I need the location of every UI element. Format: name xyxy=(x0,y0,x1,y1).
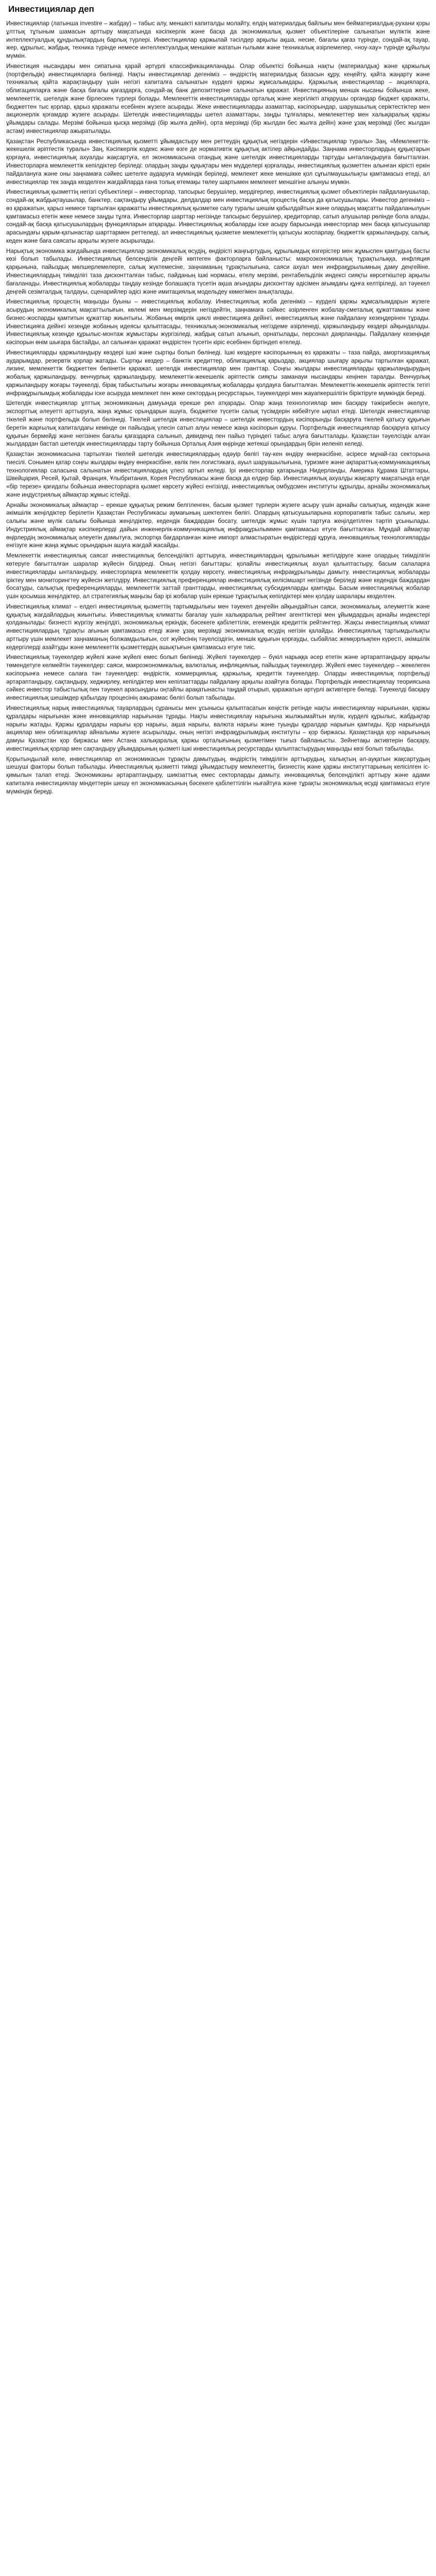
paragraph: Мемлекеттік инвестициялық саясат инвестициялық белсенділікті арттыруға, инвестициялардың құрылымын жетілдіруге және олардың тиімділігін көтеруге бағытталған шаралар жүйесін білдіреді. Оның негізгі бағыттары: қолайлы инвестициялық ахуал қалыптастыру, басым салаларға инвестицияларды ынталандыру, инвесторларға мемлекеттік қолдау көрсету, инвестициялық инфрақұрылымды дамыту, инвестициялық жобаларды іріктеу мен мониторингтеу жүйесін жетілдіру. Инвестициялық преференциялар инвестициялық келісімшарт негізінде беріледі және кедендік баждардан босатуды, салықтық преференцияларды, мемлекеттік заттай гранттарды, инвестициялық субсидияларды қамтиды. Басым инвестициялық жобалар үшін қосымша жеңілдіктер, ал стратегиялық маңызы бар ірі жобалар үшін ерекше тұрақтылық кепілдіктері мен қолдау шаралары көзделген. xyxy=(6,552,430,600)
paragraph: Инвестициялық қызметтің негізгі субъектілері – инвесторлар, тапсырыс берушілер, мердігерлер, инвестициялық қызмет объектілерін пайдаланушылар, сондай-ақ жабдықтаушылар, банктер, сақтандыру ұйымдары, делдалдар мен инвестициялық процестің басқа да қатысушылары. Инвестор дегеніміз – өз қаражатын, қарыз немесе тартылған қаражатты инвестициялық қызметке салу туралы шешім қабылдайтын және олардың мақсатты пайдаланылуын қамтамасыз ететін жеке немесе заңды тұлға. Инвесторлар шарттар негізінде тапсырыс берушілер, кредиторлар, сатып алушылар рөлінде бола алады, сондай-ақ басқа қатысушылардың функцияларын атқарады. Инвестициялық жобаларды іске асыру барысында инвесторлар мен басқа қатысушылар арасындағы қарым-қатынастар шарттармен реттеледі, ал инвестициялық қызметке мемлекеттің қатысуы жоспарлау, бюджеттік қаржыландыру, салық, кеден және баға саясаты арқылы жүзеге асырылады. xyxy=(6,189,430,244)
page-title: Инвестициялар деп xyxy=(8,4,94,14)
paragraph: Нарықтық экономика жағдайында инвестициялар экономикалық өсудің, өндірісті жаңғыртудың, құрылымдық өзгерістер мен жұмыспен қамтудың басты көзі болып табылады. Инвестициялық белсенділік деңгейі көптеген факторларға байланысты: макроэкономикалық тұрақтылыққа, инфляция қарқынына, пайыздық мөлшерлемелерге, салық жүктемесіне, заңнаманың тұрақтылығына, саяси ахуал мен инфрақұрылымның даму деңгейіне. Инвестициялардың тиімділігі таза дисконтталған табыс, пайданың ішкі нормасы, өтелу мерзімі, рентабельділік индексі сияқты көрсеткіштер арқылы бағаланады. Инвестициялық жобаларды таңдау кезінде болашақта түсетін ақша ағындары дисконттау әдісімен ағымдағы құнға келтіріледі, ал тәуекел деңгейі сезімталдық талдауы, сценарийлер әдісі және имитациялық модельдеу көмегімен анықталады. xyxy=(6,247,430,295)
paragraph: Қазақстан Республикасында инвестициялық қызметті ұйымдастыру мен реттеудің құқықтық негіздерін «Инвестициялар туралы» Заң, «Мемлекеттік-жекешелік әріптестік туралы» Заң, Кәсіпкерлік кодекс және өзге де нормативтік құқықтық актілер айқындайды. Заңнама инвесторлардың құқықтарын қорғауға, инвестициялық ахуалды жақсартуға, ел экономикасына отандық және шетелдік инвестицияларды тартуды ынталандыруға бағытталған. Инвесторларға мемлекеттік кепілдіктер беріледі: олардың заңды құқықтары мен мүдделері қорғалады, инвестициялық қызметтен алынған кірісті еркін пайдалануға және оны заңнамаға сәйкес шетелге аударуға мүмкіндік беріледі, мемлекет жеке меншікке қол сұғылмаушылықты қамтамасыз етеді, ал инвестициялар тек заңда көзделген жағдайларда ғана толық өтемақы төлеу шартымен мемлекет меншігіне алынуы мүмкін. xyxy=(6,138,430,185)
document-page xyxy=(3,4,433,795)
paragraph: Инвестициялық нарық инвестициялық тауарлардың сұранысы мен ұсынысы қалыптасатын кеңістік ретінде нақты инвестициялау нарығынан, қаржы құралдары нарығынан және инновациялар нарығынан тұрады. Нақты инвестициялау нарығына жылжымайтын мүлік, күрделі құрылыс, жабдықтар нарығы жатады. Қаржы құралдары нарығы қор нарығы, ақша нарығы, валюта нарығы және туынды құралдар нарығын қамтиды. Қор нарығында акциялар мен облигациялар айналымы жүзеге асырылады, оның негізгі инфрақұрылымдық институты – қор биржасы. Қазақстанда қор нарығының дамуы Қазақстан қор биржасы мен Астана халықаралық қаржы орталығының қызметімен тығыз байланысты. Зейнетақы активтерін басқару, инвестициялық қорлар мен сақтандыру ұйымдарының қызметі ішкі инвестициялық ресурстарды қалыптастырудың маңызды көзі болып табылады. xyxy=(6,705,430,752)
paragraph: Қорытындылай келе, инвестициялар ел экономикасын тұрақты дамытудың, өндірістің тиімділігін арттырудың, халықтың әл-ауқатын жақсартудың шешуші факторы болып табылады. Инвестициялық қызметті тиімді ұйымдастыру мемлекеттің, бизнестің және қаржы институттарының келісілген іс-қимылын талап етеді. Экономиканы әртараптандыру, шикізаттық емес секторларды дамыту, инновациялық белсенділікті арттыру және адами капиталға инвестициялау міндеттерін шешу ел экономикасының бәсекеге қабілеттілігін нығайтуға және тұрақты экономикалық өсуді қамтамасыз етуге мүмкіндік береді. xyxy=(6,755,430,795)
paragraph: Инвестициялық процестің маңызды буыны – инвестициялық жобалау. Инвестициялық жоба дегеніміз – күрделі қаржы жұмсалымдарын жүзеге асырудың экономикалық мақсаттылығын, көлемі мен мерзімдерін негіздейтін, заңнамаға сәйкес әзірленген жобалау-сметалық құжаттаманы және бизнес-жоспарды қамтитын құжаттар жиынтығы. Жобаның өмірлік циклі инвестицияға дейінгі, инвестициялық және пайдалану кезеңдерінен тұрады. Инвестицияға дейінгі кезеңде жобаның идеясы қалыптасады, техникалық-экономикалық негіздеме әзірленеді, қаржыландыру көздері айқындалады. Инвестициялық кезеңде құрылыс-монтаж жұмыстары жүргізіледі, жабдық сатып алынып, орнатылады, персонал даярланады. Пайдалану кезеңінде кәсіпорын өнім шығара бастайды, ал салынған қаражат өндірістен түсетін кіріс есебінен біртіндеп өтеледі. xyxy=(6,298,430,346)
paragraph: Қазақстан экономикасына тартылған тікелей шетелдік инвестициялардың едәуір бөлігі тау-кен өндіру өнеркәсібіне, әсіресе мұнай-газ секторына тиесілі. Сонымен қатар соңғы жылдары өңдеу өнеркәсібіне, көлік пен логистикаға, ауыл шаруашылығына, туризмге және ақпараттық-коммуникациялық технологиялар саласына салынатын инвестициялардың үлесі артып келеді. Ірі инвесторлар қатарында Нидерланды, Америка Құрама Штаттары, Швейцария, Ресей, Қытай, Франция, Ұлыбритания, Корея Республикасы және басқа да елдер бар. Инвестициялық ахуалды жақсарту мақсатында елде «бір терезе» қағидаты бойынша инвесторларға қызмет көрсету жүйесі енгізілді, инвестициялық омбудсмен институты құрылды, арнайы экономикалық және индустриялық аймақтар жұмыс істейді. xyxy=(6,451,430,498)
paragraph: Арнайы экономикалық аймақтар – ерекше құқықтық режим белгіленген, басым қызмет түрлерін жүзеге асыру үшін арнайы салықтық, кедендік және әкімшілік жеңілдіктер берілетін Қазақстан Республикасы аумағының шектелген бөлігі. Олардың қатысушыларына корпоративтік табыс салығы, жер салығы және мүлік салығы бойынша жеңілдіктер, кедендік баждардан босату, шетелдік жұмыс күшін тартуға жеңілдетілген тәртіп ұсынылады. Индустриялық аймақтар кәсіпкерлерді дайын инженерлік-коммуникациялық инфрақұрылыммен қамтамасыз етуге бағытталған. Мұндай аймақтар өңірлердің экономикалық әлеуетін дамытуға, экспортқа бағдарланған және импорт алмастыратын өндірістерді құруға, инновациялық технологияларды енгізуге және жаңа жұмыс орындарын ашуға жағдай жасайды. xyxy=(6,501,430,549)
paragraph: Инвестициялар (латынша investire – жабдау) – табыс алу, меншікті капиталды молайту, елдің материалдық байлығы мен бейматериалдық-рухани қоры ұлттық тұтыным шамасын арттыру мақсатында кәсіпкерлік және басқа да экономикалық қызмет объектілеріне салынатын мүліктік және интеллектуалдық құндылықтардың барлық түрлері. Инвестициялар қаржылай тәсілдер арқылы ақша, несие, бағалы қағаз түрінде, сондай-ақ тауар, жер, құрылыс, жабдық, техника түрінде немесе интеллектуалдық меншікке жататын ғылыми және техникалық әзірлемелер, «ноу-хау» түрінде құйылуы мүмкін. xyxy=(6,20,430,60)
paragraph: Инвестицияларды қаржыландыру көздері ішкі және сыртқы болып бөлінеді. Ішкі көздерге кәсіпорынның өз қаражаты – таза пайда, амортизациялық аударымдар, резервтік қорлар жатады. Сыртқы көздер – банктік кредиттер, облигациялық қарыздар, акциялар шығару арқылы тартылған қаражат, лизинг, мемлекеттік бюджеттен бөлінетін қаражат, шетелдік инвестициялар мен гранттар. Соңғы жылдары инвестицияларды қаржыландырудың жобалық қаржыландыру, венчурлық қаржыландыру, мемлекеттік-жекешелік әріптестік сияқты заманауи нысандары кеңінен таралды. Венчурлық қаржыландыру жоғары тәуекелді, бірақ табыстылығы жоғары инновациялық жобаларды қолдауға бағытталған. Мемлекеттік-жекешелік әріптестік тетігі инфрақұрылымдық жобаларды іске асыруда мемлекет пен жеке сектордың ресурстарын, тәуекелдері мен жауапкершілігін біріктіруге мүмкіндік береді. xyxy=(6,349,430,397)
paragraph: Инвестиция нысандары мен сипатына қарай әртүрлі классификацияланады. Олар объектісі бойынша нақты (материалдық) және қаржылық (портфельдік) инвестицияларға бөлінеді. Нақты инвестициялар дегеніміз – өндірістің материалдық базасын құру, кеңейту, қайта жаңарту және техникалық қайта жарақтандыру үшін негізгі капиталға салынатын күрделі қаржы жұмсалымдары. Қаржылық инвестициялар – акцияларға, облигацияларға және басқа бағалы қағаздарға, сондай-ақ банк депозиттеріне салынатын қаражат. Инвестицияның меншік нысаны бойынша жеке, мемлекеттік, шетелдік және бірлескен түрлері болады. Мемлекеттік инвестицияларды орталық және жергілікті атқарушы органдар бюджет қаражаты, бюджеттен тыс қорлар, қарыз қаражаты есебінен жүзеге асырады. Жеке инвестицияларды азаматтар, кәсіпорындар, шаруашылық серіктестіктер мен акционерлік қоғамдар жүзеге асырады. Шетелдік инвестицияларды шетел азаматтары, заңды тұлғалары, мемлекеттер мен халықаралық қаржы ұйымдары салады. Мерзімі бойынша қысқа мерзімді (бір жылға дейін), орта мерзімді (бір жылдан бес жылға дейін) және ұзақ мерзімді (бес жылдан астам) инвестициялар ажыратылады. xyxy=(6,62,430,134)
document-body xyxy=(6,20,430,795)
paragraph: Шетелдік инвестициялар ұлттық экономиканың дамуында ерекше рөл атқарады. Олар жаңа технологиялар мен басқару тәжірибесін әкелуге, экспорттық әлеуетті арттыруға, жаңа жұмыс орындарын ашуға, бюджетке түсетін салық түсімдерін көбейтуге ықпал етеді. Шетелдік инвестициялар тікелей және портфельдік болып бөлінеді. Тікелей шетелдік инвестициялар – шетелдік инвестордың кәсіпорынды басқаруға тікелей қатысу құқығын беретін жарғылық капиталдағы кемінде он пайыздық үлесін сатып алуы немесе жаңа кәсіпорын құруы. Портфельдік инвестициялар басқаруға қатысу құқығын бермейді және негізінен бағалы қағаздарға салынып, дивиденд пен пайыз түріндегі табыс алуға бағытталады. Қазақстан тәуелсіздік алған жылдардан бастап шетелдік инвестицияларды тарту бойынша Орталық Азия өңірінде жетекші орындардың бірін иеленіп келеді. xyxy=(6,400,430,448)
paragraph: Инвестициялық климат – елдегі инвестициялық қызметтің тартымдылығы мен тәуекел деңгейін айқындайтын саяси, экономикалық, әлеуметтік және құқықтық жағдайлардың жиынтығы. Инвестициялық климатты бағалау үшін халықаралық рейтинг агенттіктері мен ұйымдардың арнайы индекстері қолданылады: бизнесті жүргізу жеңілдігі, экономикалық еркіндік, бәсекеге қабілеттілік, егемендік кредиттік рейтингтер. Жақсы инвестициялық климат инвестициялардың тұрақты ағынын қамтамасыз етеді және ұзақ мерзімді экономикалық өсудің негізін қалайды. Инвестициялық тартымдылықты арттыру үшін мемлекет заңнаманың болжамдылығын, сот жүйесінің тәуелсіздігін, меншік құқығын қорғауды, сыбайлас жемқорлықпен күресті, әкімшілік кедергілерді азайтуды және мемлекеттік қызметтердің ашықтығын қамтамасыз етуге тиіс. xyxy=(6,603,430,651)
paragraph: Инвестициялық тәуекелдер жүйелі және жүйелі емес болып бөлінеді. Жүйелі тәуекелдер – бүкіл нарыққа әсер ететін және әртараптандыру арқылы төмендетуге келмейтін тәуекелдер: саяси, макроэкономикалық, валюталық, инфляциялық, пайыздық тәуекелдер. Жүйелі емес тәуекелдер – жекелеген кәсіпорынға немесе салаға тән тәуекелдер: өндірістік, коммерциялық, қаржылық, кредиттік тәуекелдер. Оларды инвестициялық портфельді әртараптандыру, сақтандыру, хеджирлеу, кепілдіктер мен кепілзаттарды пайдалану арқылы азайтуға болады. Портфельдік инвестициялау теориясына сәйкес инвестор табыстылық пен тәуекел арасындағы оңтайлы арақатынасты таңдай отырып, қаражатын әртүрлі активтерге бөледі. Тәуекелді басқару инвестициялық шешімдер қабылдау процесінің ажырамас бөлігі болып табылады. xyxy=(6,654,430,702)
